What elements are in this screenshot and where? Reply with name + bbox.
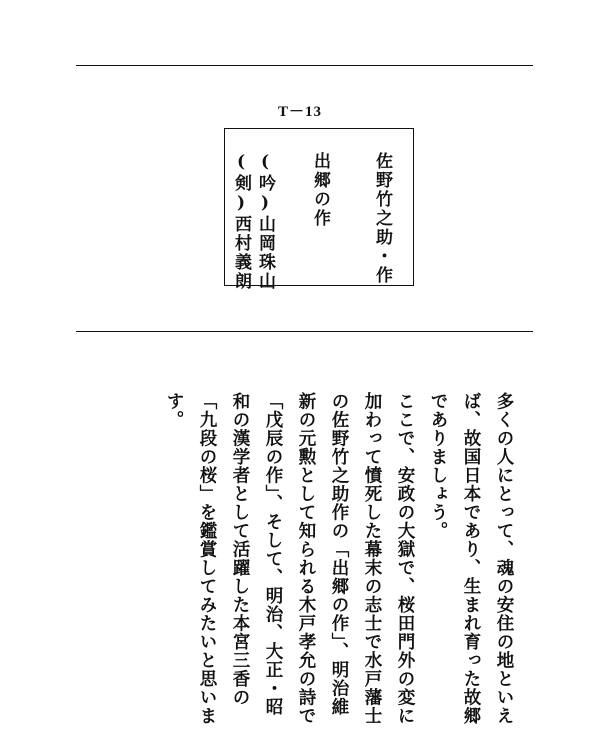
section-code: T－13 xyxy=(277,104,322,120)
body-text xyxy=(157,392,520,732)
piece-title: 出郷の作 xyxy=(310,152,330,228)
performer-chant: (吟)山岡珠山 xyxy=(255,152,275,291)
body-paragraph-2: ここで、安政の大獄で、桜田門外の変に加わって憤死した幕末の志士で水戸藩士の佐野竹之助作の「出郷の作」、明治維新の元勲として知られる木戸孝允の詩で「戊辰の作」、そして、明治、大正・昭和の漢学者として活躍した本宮三香の「九段の桜」を鑑賞してみたいと思います。 xyxy=(164,392,415,725)
performer-sword: (剣)西村義朗 xyxy=(231,152,251,291)
body-paragraph-1: 多くの人にとって、魂の安住の地といえば、故国日本であり、生まれ育った故郷でありましょう。 xyxy=(428,392,514,725)
top-divider xyxy=(76,65,533,66)
middle-divider xyxy=(76,331,533,332)
program-title-box xyxy=(224,128,414,291)
author-line: 佐野竹之助・作 xyxy=(372,152,392,285)
